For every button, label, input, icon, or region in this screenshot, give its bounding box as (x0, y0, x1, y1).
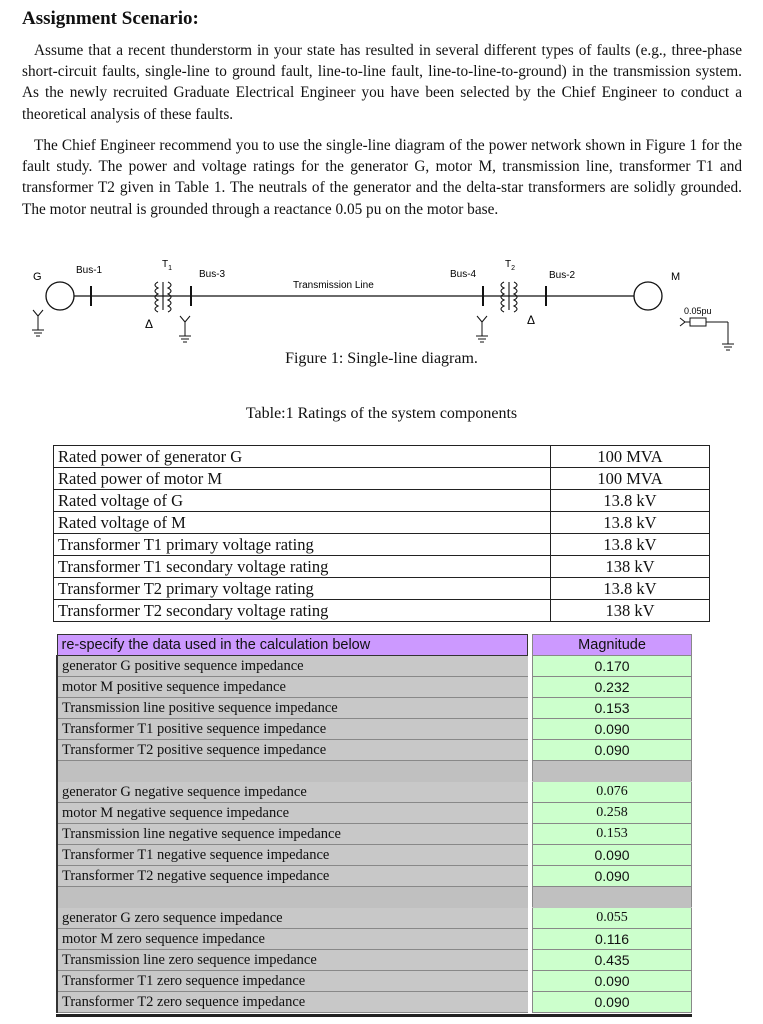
calc-separator-row (57, 761, 692, 782)
ratings-row (54, 534, 710, 556)
figure-caption: Figure 1: Single-line diagram. (285, 350, 478, 367)
t2-ground-icon (476, 316, 488, 342)
transmission-line-label: Transmission Line (293, 280, 374, 291)
calc-header-row (57, 635, 692, 656)
calc-row (57, 740, 692, 761)
calc-value: 0.153 (533, 824, 692, 845)
calc-label: motor M negative sequence impedance (57, 803, 528, 824)
calculation-table (56, 634, 692, 1013)
calc-label: Transformer T1 zero sequence impedance (57, 971, 528, 992)
bus-2-label: Bus-2 (549, 270, 576, 281)
ratings-value: 13.8 kV (551, 578, 710, 600)
ratings-label: Rated power of motor M (54, 468, 551, 490)
calc-row (57, 908, 692, 929)
ratings-label: Rated voltage of M (54, 512, 551, 534)
calc-value: 0.258 (533, 803, 692, 824)
bus-3-label: Bus-3 (199, 269, 226, 280)
calc-label: Transformer T2 zero sequence impedance (57, 992, 528, 1013)
ratings-label: Rated voltage of G (54, 490, 551, 512)
calc-row (57, 866, 692, 887)
ratings-value: 138 kV (551, 556, 710, 578)
calc-value: 0.055 (533, 908, 692, 929)
paragraph-scenario: Assume that a recent thunderstorm in your state has resulted in several different types of faults (e.g., three-phase short-circuit faults, single-line to ground fault, line-to-line fault, line-to-line-to-ground) in the transmission system. As the newly recruited Graduate Electrical Engineer you have been selected by the Chief Engineer to conduct a theoretical analysis of these faults. (22, 42, 742, 123)
ratings-label: Transformer T1 secondary voltage rating (54, 556, 551, 578)
ratings-value: 100 MVA (551, 446, 710, 468)
calc-row (57, 719, 692, 740)
ratings-value: 100 MVA (551, 468, 710, 490)
transformer-t1-icon (155, 282, 171, 312)
calc-row (57, 782, 692, 803)
calc-label: motor M zero sequence impedance (57, 929, 528, 950)
ratings-label: Rated power of generator G (54, 446, 551, 468)
calc-header-magnitude: Magnitude (533, 635, 692, 656)
calc-row (57, 971, 692, 992)
ratings-label: Transformer T2 primary voltage rating (54, 578, 551, 600)
ratings-row (54, 600, 710, 622)
calc-value: 0.170 (533, 656, 692, 677)
calc-value: 0.435 (533, 950, 692, 971)
page-heading: Assignment Scenario: (22, 8, 199, 29)
ratings-value: 13.8 kV (551, 534, 710, 556)
generator-ground-icon (32, 310, 44, 336)
ratings-label: Transformer T2 secondary voltage rating (54, 600, 551, 622)
motor-reactance-label: 0.05pu (684, 306, 712, 316)
generator-symbol (46, 282, 74, 310)
calc-value: 0.090 (533, 992, 692, 1013)
calc-label: generator G zero sequence impedance (57, 908, 528, 929)
calc-label: Transformer T1 positive sequence impedance (57, 719, 528, 740)
table-caption: Table:1 Ratings of the system components (245, 405, 518, 422)
ratings-row (54, 446, 710, 468)
single-line-diagram (0, 252, 763, 362)
generator-label: G (33, 271, 42, 283)
calc-value: 0.090 (533, 740, 692, 761)
calc-value: 0.090 (533, 971, 692, 992)
calc-separator-row (57, 887, 692, 908)
calc-value: 0.076 (533, 782, 692, 803)
t2-delta-label: Δ (527, 313, 536, 327)
ratings-value: 138 kV (551, 600, 710, 622)
calc-value: 0.090 (533, 866, 692, 887)
calc-label: Transmission line negative sequence impedance (57, 824, 528, 845)
ratings-row (54, 512, 710, 534)
calc-label: Transformer T1 negative sequence impedance (57, 845, 528, 866)
calc-row (57, 992, 692, 1013)
ratings-row (54, 556, 710, 578)
ratings-row (54, 468, 710, 490)
calc-header-label: re-specify the data used in the calculation below (57, 635, 528, 656)
calc-label: Transmission line zero sequence impedance (57, 950, 528, 971)
motor-symbol (634, 282, 662, 310)
t1-ground-icon (179, 316, 191, 342)
t1-label: $T_1$ (162, 259, 173, 272)
calc-value: 0.090 (533, 845, 692, 866)
calc-row (57, 677, 692, 698)
calc-label: generator G negative sequence impedance (57, 782, 528, 803)
calc-value: 0.090 (533, 719, 692, 740)
t2-label: $T_2$ (505, 259, 516, 272)
transformer-t2-icon (501, 282, 517, 312)
calc-label: Transmission line positive sequence impedance (57, 698, 528, 719)
ratings-table (53, 445, 710, 622)
calc-row (57, 929, 692, 950)
calc-value: 0.232 (533, 677, 692, 698)
calc-value: 0.153 (533, 698, 692, 719)
ratings-value: 13.8 kV (551, 512, 710, 534)
calc-row (57, 950, 692, 971)
calc-label: Transformer T2 negative sequence impedance (57, 866, 528, 887)
ratings-value: 13.8 kV (551, 490, 710, 512)
calc-row (57, 656, 692, 677)
ratings-label: Transformer T1 primary voltage rating (54, 534, 551, 556)
bus-1-label: Bus-1 (76, 265, 103, 276)
calc-value: 0.116 (533, 929, 692, 950)
calc-label: generator G positive sequence impedance (57, 656, 528, 677)
bus-4-label: Bus-4 (450, 269, 477, 280)
t1-delta-label: Δ (145, 317, 154, 331)
calc-label: motor M positive sequence impedance (57, 677, 528, 698)
ratings-row (54, 578, 710, 600)
paragraph-instructions: The Chief Engineer recommend you to use the single-line diagram of the power network shown in Figure 1 for the fault study. The power and voltage ratings for the generator G, motor M, transmission line, transformer T1 and transformer T2 given in Table 1. The neutrals of the generator and the delta-star transformers are solidly grounded. The motor neutral is grounded through a reactance 0.05 pu on the motor base. (22, 137, 742, 218)
calc-row (57, 824, 692, 845)
calc-row (57, 803, 692, 824)
ratings-row (54, 490, 710, 512)
table-bottom-border (56, 1014, 692, 1017)
calc-row (57, 845, 692, 866)
motor-label: M (671, 271, 681, 283)
calc-row (57, 698, 692, 719)
motor-reactance-ground-icon (680, 318, 734, 350)
calc-label: Transformer T2 positive sequence impedance (57, 740, 528, 761)
